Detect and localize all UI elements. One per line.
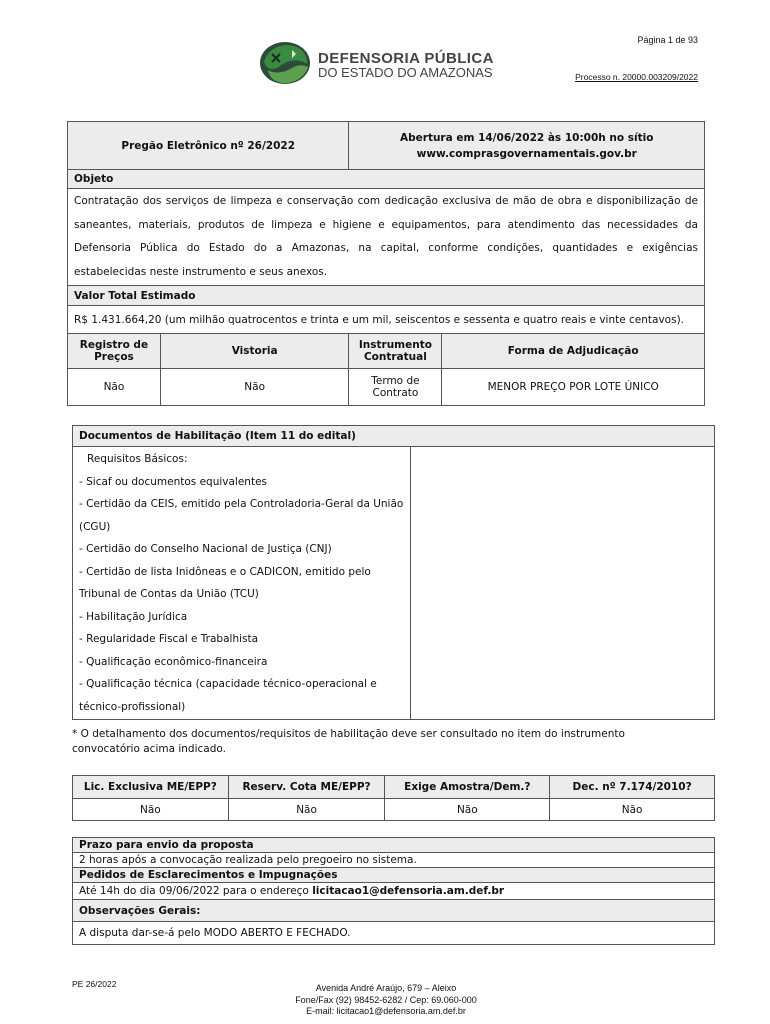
flag-value: Não (550, 799, 715, 821)
empty-cell (410, 447, 714, 720)
prazo-text: 2 horas após a convocação realizada pelo pregoeiro no sistema. (73, 853, 715, 868)
valor-text: R$ 1.431.664,20 (um milhão quatrocentos e trinta e um mil, seiscentos e sessenta e quatro reais e vinte centavos). (68, 306, 705, 334)
abertura-line2: www.comprasgovernamentais.gov.br (416, 147, 637, 160)
objeto-text: Contratação dos serviços de limpeza e conservação com dedicação exclusiva de mão de obra e disponibilização de saneantes, materiais, produtos de limpeza e higiene e equipamentos, para atendimento das necessidades da Defensoria Pública do Estado do a Amazonas, na capital, conforme condições, quantidades e exigências estabelecidas neste instrumento e seus anexos. (68, 189, 705, 286)
flag-header: Exige Amostra/Dem.? (385, 776, 550, 799)
flag-value: Não (385, 799, 550, 821)
pedidos-email: licitacao1@defensoria.am.def.br (312, 885, 505, 897)
val-registro: Não (68, 369, 161, 406)
valor-label: Valor Total Estimado (68, 286, 705, 306)
objeto-label: Objeto (68, 170, 705, 189)
defensoria-emblem-icon (258, 40, 314, 86)
org-name-line1: DEFENSORIA PÚBLICA (318, 50, 494, 67)
val-forma: MENOR PREÇO POR LOTE ÚNICO (442, 369, 705, 406)
pedidos-text: Até 14h do dia 09/06/2022 para o endereço (79, 885, 309, 897)
obs-text: A disputa dar-se-á pelo MODO ABERTO E FECHADO. (73, 922, 715, 945)
requisito-line: Requisitos Básicos: (87, 453, 188, 465)
requisito-line: - Certidão do Conselho Nacional de Justiça (CNJ) (79, 543, 332, 555)
flag-header: Reserv. Cota ME/EPP? (228, 776, 385, 799)
requisito-line: - Habilitação Jurídica (79, 610, 188, 623)
abertura-cell (349, 122, 705, 170)
flag-header: Dec. nº 7.174/2010? (550, 776, 715, 799)
requisito-line: - Qualificação técnica (capacidade técnico-operacional e (79, 678, 377, 690)
habilitacao-note: * O detalhamento dos documentos/requisitos de habilitação deve ser consultado no item do instrumento convocatório acima indicado. (72, 728, 625, 755)
requisito-line: - Sicaf ou documentos equivalentes (79, 475, 268, 488)
col-forma: Forma de Adjudicação (442, 334, 705, 369)
footer-line2: Fone/Fax (92) 98452-6282 / Cep: 69.060-000 (295, 994, 477, 1005)
flag-header: Lic. Exclusiva ME/EPP? (73, 776, 229, 799)
flag-value: Não (73, 799, 229, 821)
processo-number: Processo n. 20000.003209/2022 (575, 72, 698, 82)
footer-line1: Avenida André Araújo, 679 – Aleixo (315, 983, 457, 993)
col-instrumento: Instrumento Contratual (349, 334, 442, 369)
val-vistoria: Não (160, 369, 349, 406)
requisito-line: - Certidão da CEIS, emitido pela Controladoria-Geral da União (79, 498, 404, 510)
col-registro: Registro de Preços (68, 334, 161, 369)
habilitacao-title: Documentos de Habilitação (Item 11 do edital) (73, 426, 715, 447)
summary-table (67, 121, 705, 406)
requisito-line: técnico-profissional) (79, 700, 186, 713)
obs-label: Observações Gerais: (73, 900, 715, 922)
prazos-table (72, 837, 715, 945)
requisito-line: - Certidão de lista Inidôneas e o CADICON, emitido pelo (79, 565, 371, 578)
val-instrumento: Termo de Contrato (349, 369, 442, 406)
prazo-label: Prazo para envio da proposta (73, 838, 715, 853)
requisito-line: - Qualificação econômico-financeira (79, 655, 268, 668)
requisito-line: Tribunal de Contas da União (TCU) (79, 588, 259, 600)
requisito-line: (CGU) (79, 520, 111, 533)
footer-doc-id: PE 26/2022 (72, 979, 117, 989)
pedidos-label: Pedidos de Esclarecimentos e Impugnações (73, 868, 715, 883)
abertura-line1: Abertura em 14/06/2022 às 10:00h no sítio (400, 131, 654, 144)
pregao-title: Pregão Eletrônico nº 26/2022 (68, 122, 349, 170)
footer-line3: E-mail: licitacao1@defensoria.am.def.br (306, 1006, 466, 1016)
col-vistoria: Vistoria (160, 334, 349, 369)
requisitos-list (73, 447, 411, 720)
org-name-line2: DO ESTADO DO AMAZONAS (318, 65, 493, 80)
flag-value: Não (228, 799, 385, 821)
habilitacao-table (72, 425, 715, 720)
flags-table (72, 775, 715, 821)
requisito-line: - Regularidade Fiscal e Trabalhista (79, 633, 259, 645)
pedidos-cell (73, 883, 715, 900)
footer-address (200, 983, 572, 1018)
page-number: Página 1 de 93 (637, 35, 698, 45)
